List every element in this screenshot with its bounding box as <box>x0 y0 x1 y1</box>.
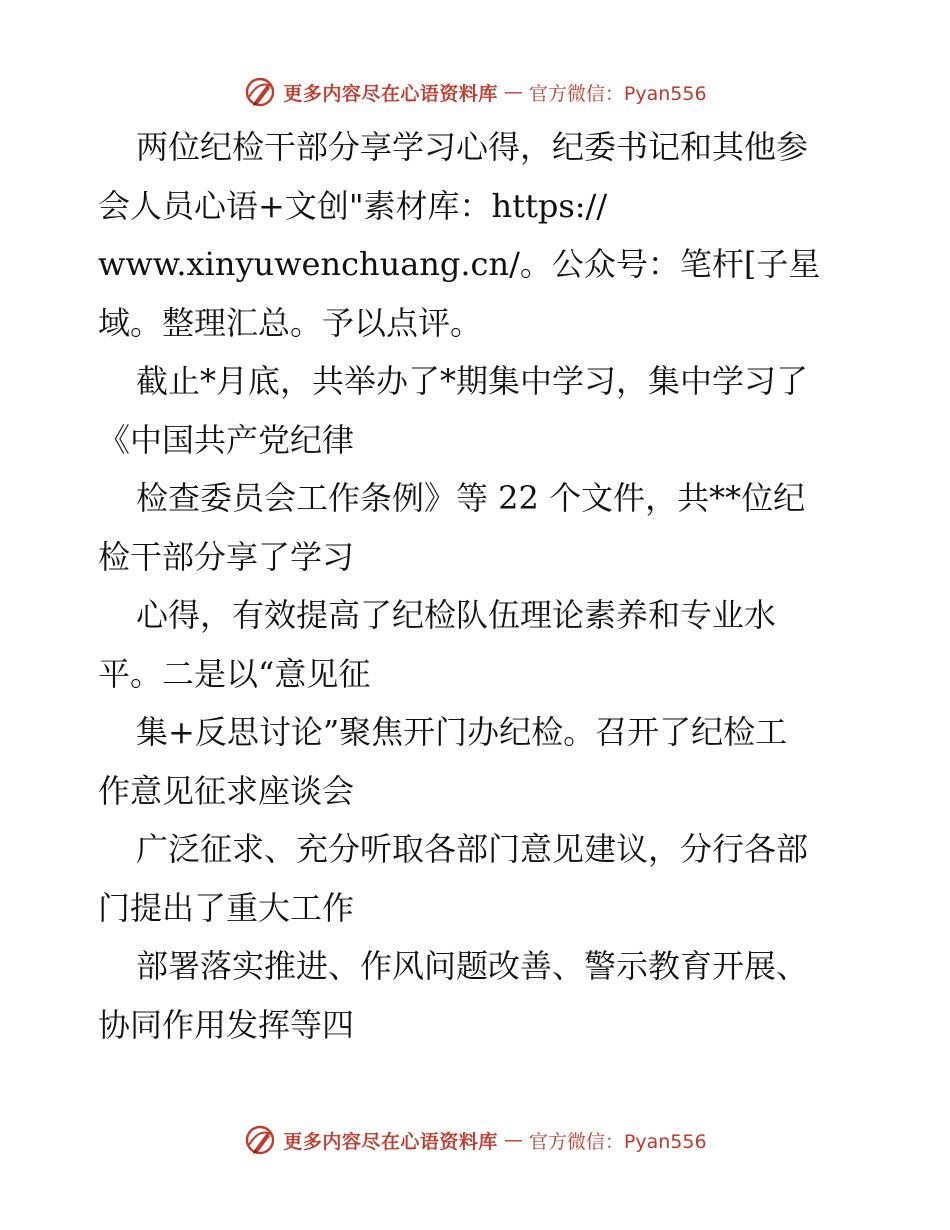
body-line: 《中国共产党纪律 <box>98 420 355 459</box>
body-line: 两位纪检干部分享学习心得，纪委书记和其他参 <box>136 128 809 166</box>
header-banner <box>0 72 950 112</box>
footer-wechat-text: 官方微信：Pyan556 <box>528 1130 707 1153</box>
footer-brand-text: 更多内容尽在心语资料库 <box>283 1130 498 1153</box>
footer-banner <box>0 1120 950 1160</box>
body-line: 截止*月底，共举办了*期集中学习，集中学习了 <box>136 362 809 400</box>
header-wechat-text: 官方微信：Pyan556 <box>528 82 707 105</box>
body-line: 广泛征求、充分听取各部门意见建议，分行各部 <box>136 830 809 868</box>
document-body <box>98 118 858 1054</box>
body-line: 会人员心语+文创"素材库：https:// <box>98 186 608 225</box>
body-line: 集+反思讨论”聚焦开门办纪检。召开了纪检工 <box>136 713 788 751</box>
body-line: 心得，有效提高了纪检队伍理论素养和专业水 <box>136 596 777 634</box>
pen-in-circle-logo-icon <box>243 1123 277 1157</box>
body-line: www.xinyuwenchuang.cn/。公众号：笔杆[子星 <box>98 245 821 283</box>
pen-in-circle-logo-icon <box>243 75 277 109</box>
footer-dash: — <box>503 1129 523 1151</box>
body-line: 检干部分享了学习 <box>98 537 355 576</box>
body-line: 检查委员会工作条例》等 22 个文件，共**位纪 <box>136 479 806 517</box>
body-line: 域。整理汇总。予以点评。 <box>98 303 483 342</box>
body-line: 门提出了重大工作 <box>98 888 355 927</box>
body-line: 协同作用发挥等四 <box>98 1005 355 1044</box>
body-line: 作意见征求座谈会 <box>98 771 355 810</box>
body-line: 平。二是以“意见征 <box>98 654 371 693</box>
header-dash: — <box>503 81 523 103</box>
header-brand-text: 更多内容尽在心语资料库 <box>283 82 498 105</box>
body-line: 部署落实推进、作风问题改善、警示教育开展、 <box>136 947 809 985</box>
